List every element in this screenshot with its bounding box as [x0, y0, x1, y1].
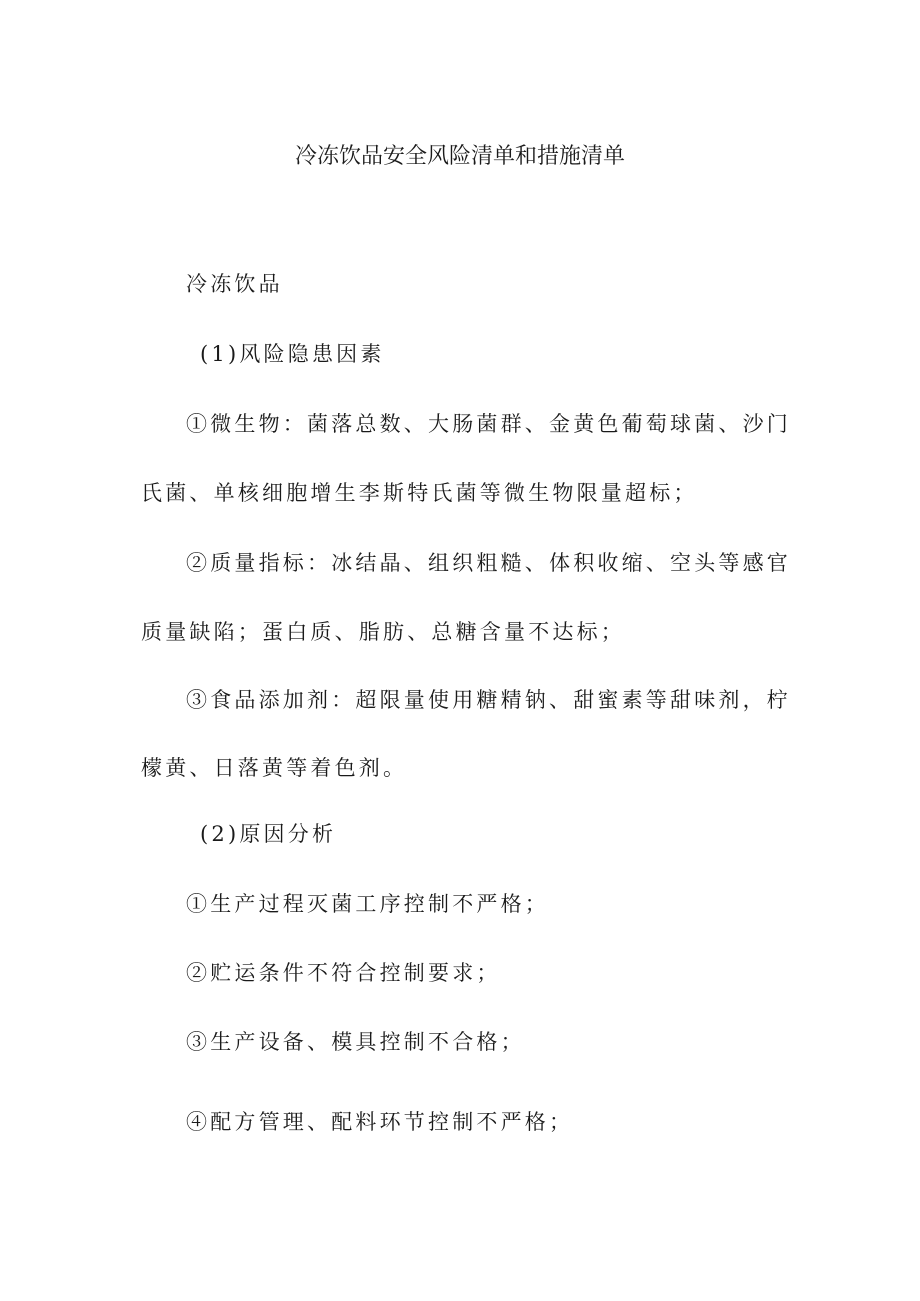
section1-item3-line2: 檬黄、日落黄等着色剂。: [141, 756, 408, 780]
section2-item3: ③生产设备、模具控制不合格；: [186, 1030, 525, 1054]
section1-item1-line1: ①微生物：菌落总数、大肠菌群、金黄色葡萄球菌、沙门: [186, 412, 791, 436]
section1-item1-line2: 氏菌、单核细胞增生李斯特氏菌等微生物限量超标；: [141, 481, 698, 505]
section1-item2-line1: ②质量指标：冰结晶、组织粗糙、体积收缩、空头等感官: [186, 551, 791, 575]
section1-item2-line2: 质量缺陷；蛋白质、脂肪、总糖含量不达标；: [141, 620, 625, 644]
section2-heading: (2)原因分析: [200, 822, 337, 846]
section2-item4: ④配方管理、配料环节控制不严格；: [186, 1110, 574, 1134]
document-title: 冷冻饮品安全风险清单和措施清单: [294, 144, 625, 169]
category-heading: 冷冻饮品: [186, 272, 283, 296]
section1-item3-line1: ③食品添加剂：超限量使用糖精钠、甜蜜素等甜味剂，柠: [186, 688, 791, 712]
section1-heading: (1)风险隐患因素: [200, 342, 385, 366]
section2-item2: ②贮运条件不符合控制要求；: [186, 961, 501, 985]
section2-item1: ①生产过程灭菌工序控制不严格；: [186, 892, 549, 916]
